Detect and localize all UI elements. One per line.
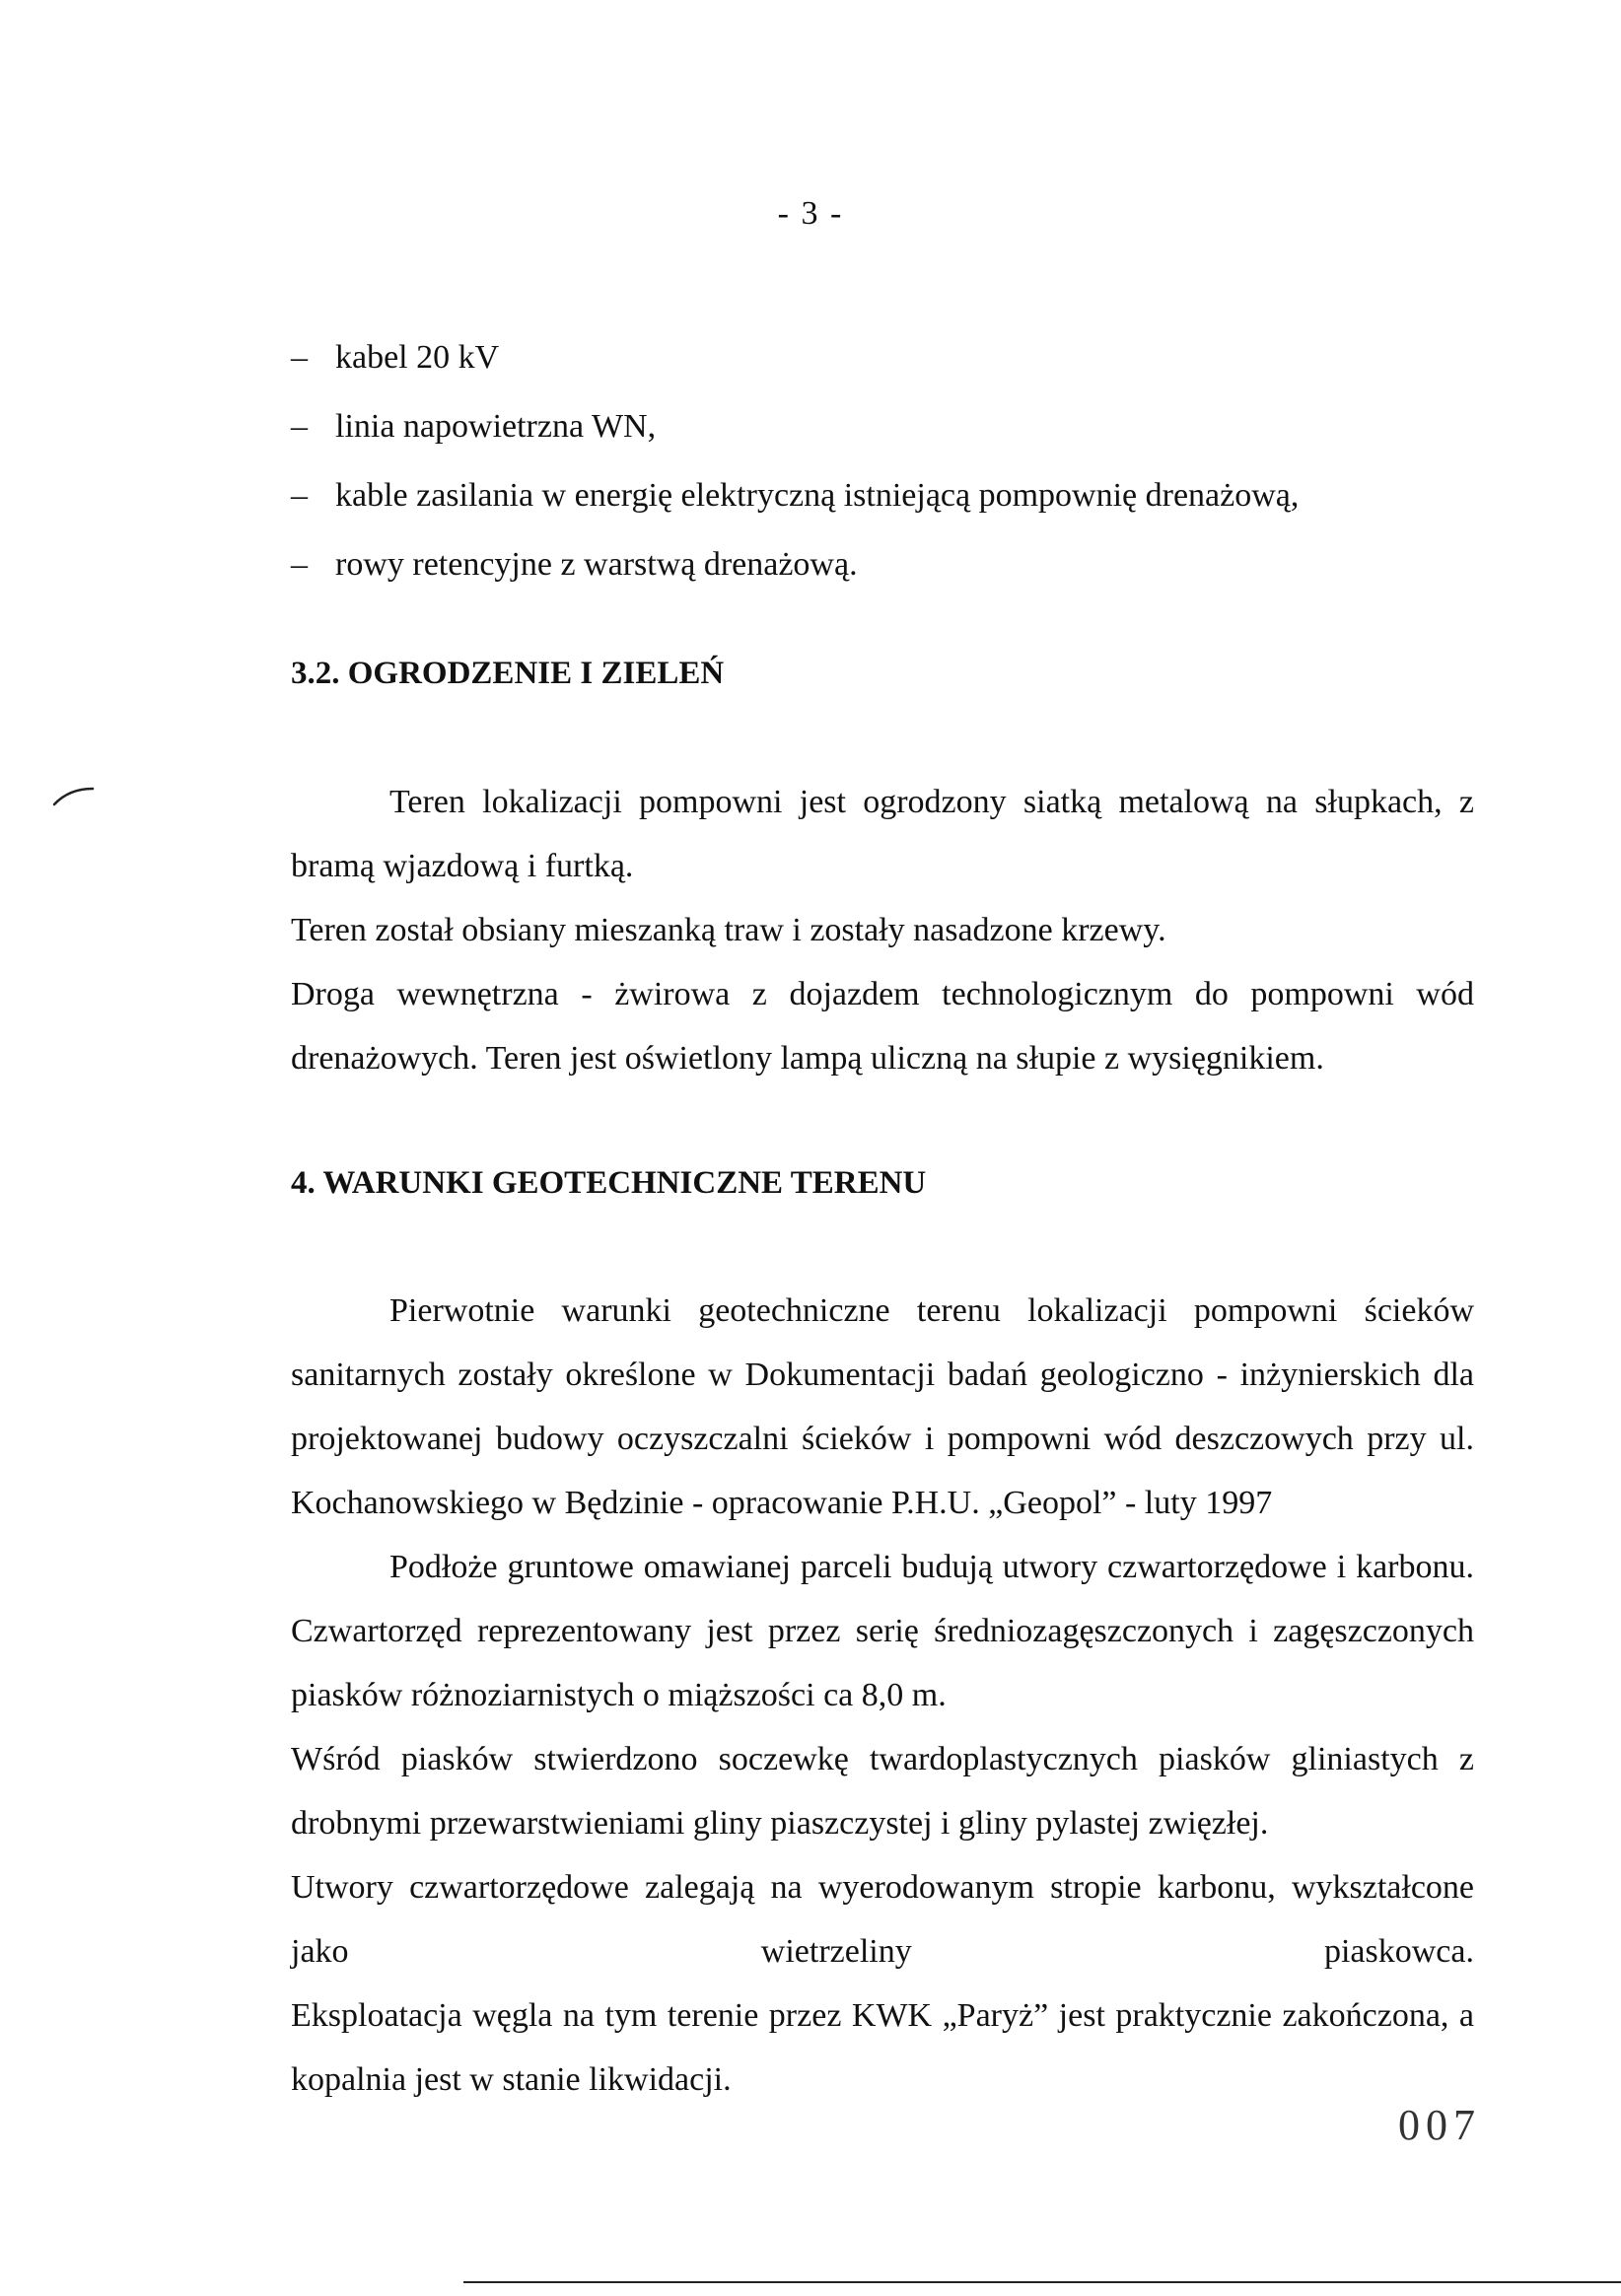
- list-item: [291, 461, 1299, 530]
- paragraph: Teren lokalizacji pompowni jest ogrodzony siatką metalową na słupkach, z bramą wjazdową i furtką.: [291, 784, 1474, 884]
- list-item: [291, 323, 1299, 392]
- bullet-list: [291, 323, 1299, 599]
- bullet-dash: –: [291, 477, 308, 514]
- list-item-text: kable zasilania w energię elektryczną istniejącą pompownię drenażową,: [335, 477, 1300, 514]
- list-item: [291, 392, 1299, 461]
- paragraph: Droga wewnętrzna - żwirowa z dojazdem technologicznym do pompowni wód drenażowych. Teren jest oświetlony lampą uliczną na słupie z wysięgnikiem.: [291, 976, 1474, 1077]
- document-stamp: 007: [1398, 2101, 1481, 2149]
- section-body-4: [291, 1279, 1474, 2112]
- paragraph: Wśród piasków stwierdzono soczewkę twardoplastycznych piasków gliniastych z drobnymi przewarstwieniami gliny piaszczystej i gliny pylastej zwięzłej.: [291, 1741, 1474, 1842]
- bullet-dash: –: [291, 546, 308, 583]
- section-heading-4: 4. WARUNKI GEOTECHNICZNE TERENU: [291, 1165, 927, 1201]
- list-item: [291, 530, 1299, 599]
- bottom-rule: [463, 2281, 1621, 2283]
- paragraph: Teren został obsiany mieszanką traw i zostały nasadzone krzewy.: [291, 912, 1166, 948]
- bullet-dash: –: [291, 408, 308, 445]
- list-item-text: rowy retencyjne z warstwą drenażową.: [335, 546, 858, 583]
- list-item-text: linia napowietrzna WN,: [335, 408, 657, 445]
- list-item-text: kabel 20 kV: [335, 339, 500, 376]
- section-heading-3-2: 3.2. OGRODZENIE I ZIELEŃ: [291, 656, 725, 691]
- paragraph: Utwory czwartorzędowe zalegają na wyerodowanym stropie karbonu, wykształcone jako wietrzeliny piaskowca.: [291, 1869, 1474, 1970]
- paragraph: Pierwotnie warunki geotechniczne terenu lokalizacji pompowni ścieków sanitarnych zostały określone w Dokumentacji badań geologiczno - inżynierskich dla projektowanej budowy oczyszczalni ścieków i pompowni wód deszczowych przy ul. Kochanowskiego w Będzinie - opracowanie P.H.U. „Geopol” - luty 1997: [291, 1292, 1474, 1521]
- section-body-3-2: [291, 770, 1474, 1090]
- paragraph: Eksploatacja węgla na tym terenie przez KWK „Paryż” jest praktycznie zakończona, a kopalnia jest w stanie likwidacji.: [291, 1997, 1474, 2098]
- paragraph: Podłoże gruntowe omawianej parceli budują utwory czwartorzędowe i karbonu. Czwartorzęd reprezentowany jest przez serię średniozagęszczonych i zagęszczonych piasków różnoziarnistych o miąższości ca 8,0 m.: [291, 1549, 1474, 1713]
- page-number: - 3 -: [777, 195, 844, 232]
- scan-mark-icon: [51, 779, 97, 808]
- bullet-dash: –: [291, 339, 308, 376]
